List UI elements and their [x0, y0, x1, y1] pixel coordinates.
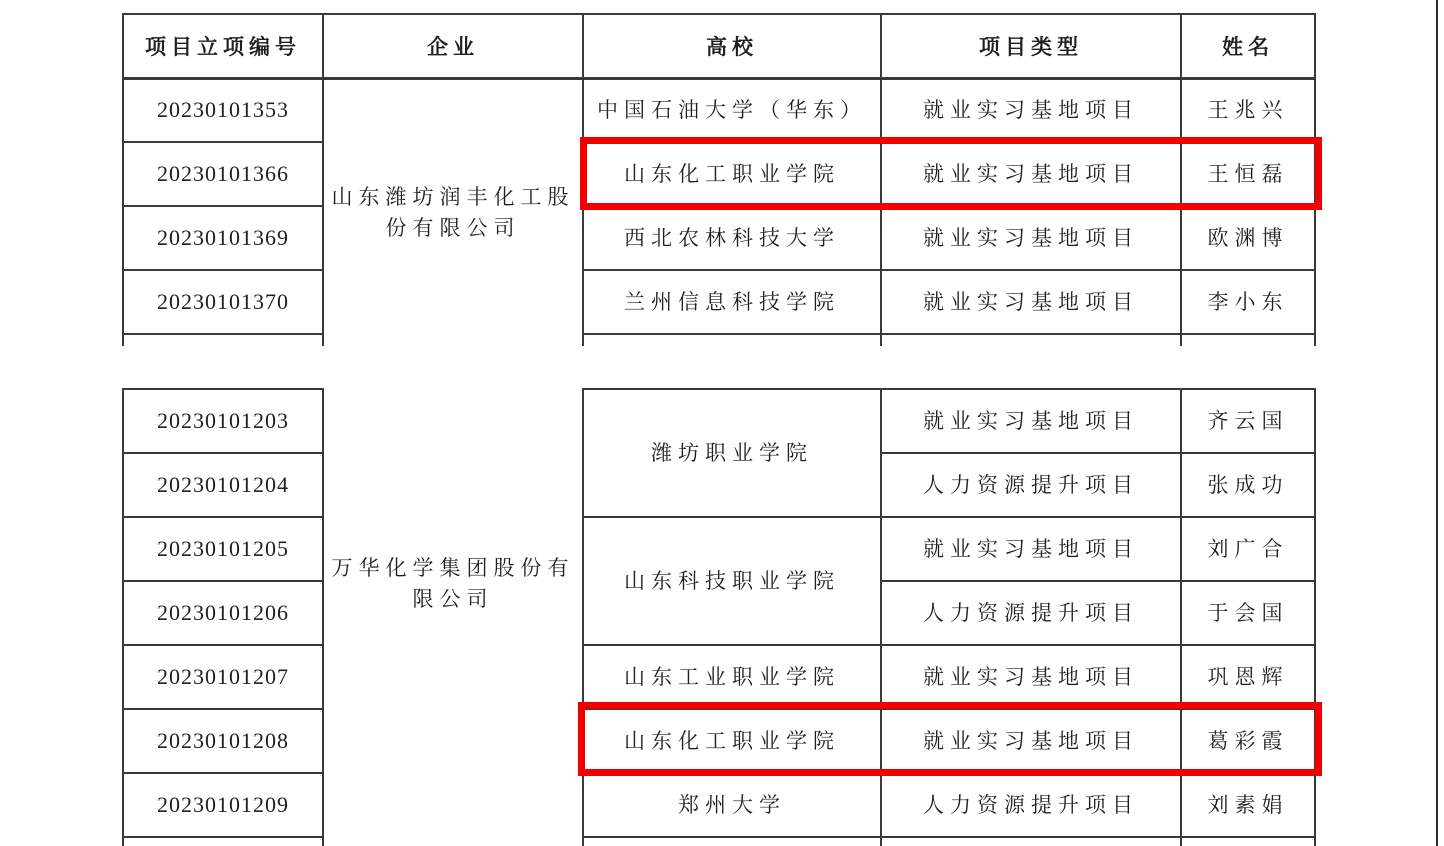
table-row	[123, 270, 1315, 334]
name-cell: 葛彩霞	[1181, 709, 1315, 773]
company-cell	[323, 389, 583, 846]
empty-cell	[583, 334, 881, 346]
name-cell: 李小东	[1181, 270, 1315, 334]
empty-cell	[1181, 837, 1315, 846]
project-id-cell: 20230101353	[123, 78, 323, 142]
col-header-project-id: 项目立项编号	[123, 14, 323, 78]
name-cell: 王恒磊	[1181, 142, 1315, 206]
school-cell: 山东化工职业学院	[583, 709, 881, 773]
col-header-company: 企业	[323, 14, 583, 78]
table-row	[123, 645, 1315, 709]
project-id-cell: 20230101204	[123, 453, 323, 517]
school-cell: 山东科技职业学院	[583, 517, 881, 645]
project-id-cell: 20230101205	[123, 517, 323, 581]
name-cell: 齐云国	[1181, 389, 1315, 453]
table-row	[123, 389, 1315, 453]
project-type-cell: 就业实习基地项目	[881, 206, 1181, 270]
project-type-cell: 就业实习基地项目	[881, 645, 1181, 709]
project-type-cell: 就业实习基地项目	[881, 142, 1181, 206]
project-id-cell: 20230101208	[123, 709, 323, 773]
project-id-cell: 20230101206	[123, 581, 323, 645]
project-id-cell: 20230101209	[123, 773, 323, 837]
table-row	[123, 773, 1315, 837]
table-row-highlighted	[123, 709, 1315, 773]
project-type-cell: 就业实习基地项目	[881, 517, 1181, 581]
empty-cell	[881, 334, 1181, 346]
empty-cell	[123, 334, 323, 346]
name-cell: 王兆兴	[1181, 78, 1315, 142]
empty-cell	[123, 837, 323, 846]
project-type-cell: 人力资源提升项目	[881, 453, 1181, 517]
empty-cell	[583, 837, 881, 846]
table-row-highlighted	[123, 142, 1315, 206]
project-id-cell: 20230101203	[123, 389, 323, 453]
table-2	[122, 388, 1316, 846]
school-cell: 郑州大学	[583, 773, 881, 837]
name-cell: 欧渊博	[1181, 206, 1315, 270]
project-id-cell: 20230101369	[123, 206, 323, 270]
project-id-cell: 20230101207	[123, 645, 323, 709]
project-type-cell: 就业实习基地项目	[881, 78, 1181, 142]
project-type-cell: 人力资源提升项目	[881, 773, 1181, 837]
table-row	[123, 78, 1315, 142]
company-text: 万华化学集团股份有限公司	[331, 556, 575, 611]
clipped-row	[123, 334, 1315, 346]
school-cell: 山东化工职业学院	[583, 142, 881, 206]
table-row	[123, 517, 1315, 581]
table-row	[123, 206, 1315, 270]
page-edge-line	[1436, 0, 1438, 846]
name-cell: 张成功	[1181, 453, 1315, 517]
project-id-cell: 20230101370	[123, 270, 323, 334]
table-1-header-row	[123, 14, 1315, 78]
project-type-cell: 就业实习基地项目	[881, 389, 1181, 453]
project-id-cell: 20230101366	[123, 142, 323, 206]
name-cell: 于会国	[1181, 581, 1315, 645]
clipped-row	[123, 837, 1315, 846]
empty-cell	[1181, 334, 1315, 346]
name-cell: 巩恩辉	[1181, 645, 1315, 709]
col-header-name: 姓名	[1181, 14, 1315, 78]
school-cell: 西北农林科技大学	[583, 206, 881, 270]
table-1	[122, 13, 1316, 346]
empty-cell	[881, 837, 1181, 846]
school-cell: 山东工业职业学院	[583, 645, 881, 709]
company-cell: 山东潍坊润丰化工股份有限公司	[323, 78, 583, 346]
school-cell: 兰州信息科技学院	[583, 270, 881, 334]
col-header-project-type: 项目类型	[881, 14, 1181, 78]
project-type-cell: 人力资源提升项目	[881, 581, 1181, 645]
name-cell: 刘素娟	[1181, 773, 1315, 837]
project-type-cell: 就业实习基地项目	[881, 709, 1181, 773]
project-type-cell: 就业实习基地项目	[881, 270, 1181, 334]
school-cell: 潍坊职业学院	[583, 389, 881, 517]
school-cell: 中国石油大学（华东）	[583, 78, 881, 142]
name-cell: 刘广合	[1181, 517, 1315, 581]
col-header-school: 高校	[583, 14, 881, 78]
